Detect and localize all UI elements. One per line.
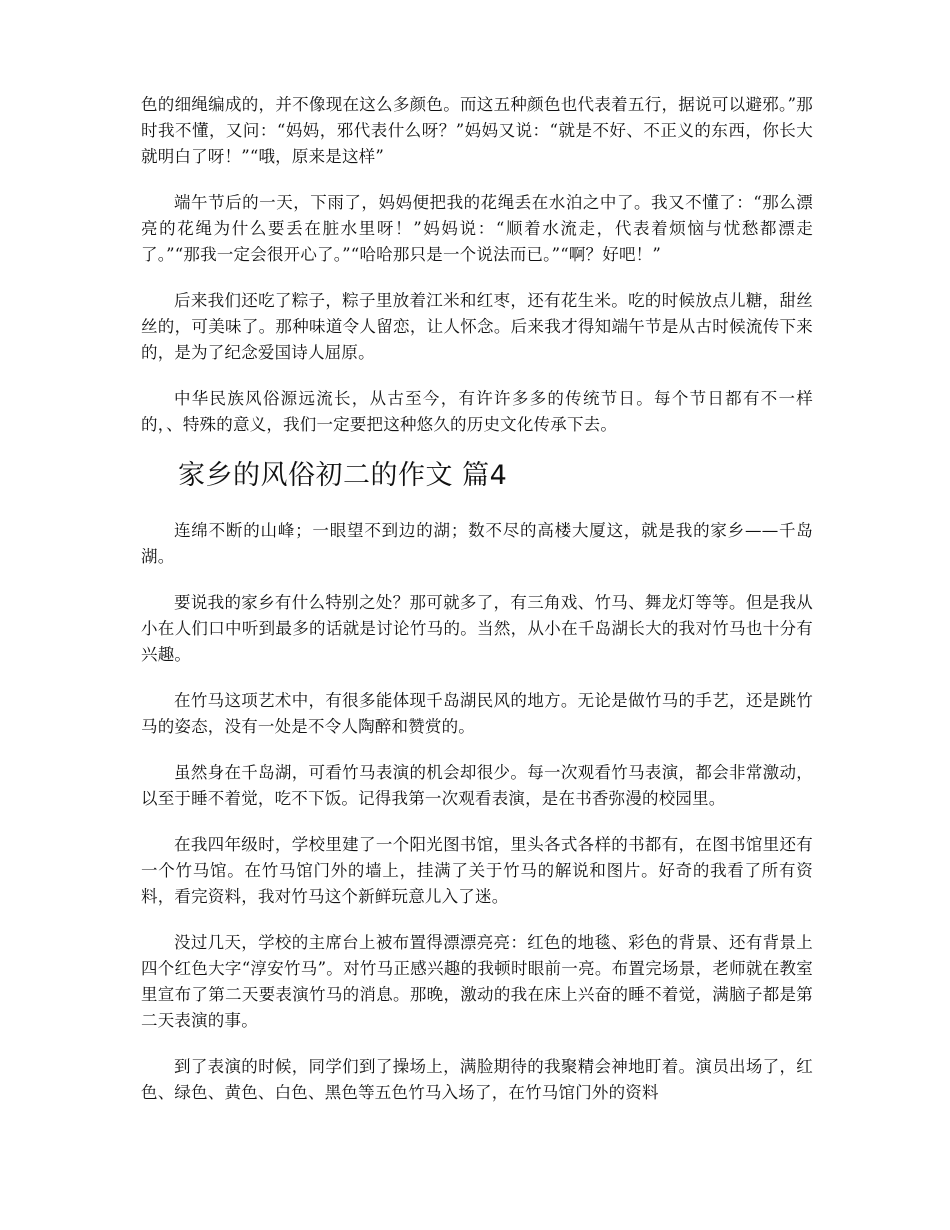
paragraph: 后来我们还吃了粽子，粽子里放着江米和红枣，还有花生米。吃的时候放点儿糖，甜丝丝的，可美味了。那种味道令人留恋，让人怀念。后来我才得知端午节是从古时候流传下来的，是为了纪念爱国诗人屈原。: [141, 291, 813, 362]
section-heading: 家乡的风俗初二的作文 篇4: [178, 460, 508, 491]
paragraph: 连绵不断的山峰；一眼望不到边的湖；数不尽的高楼大厦这，就是我的家乡——千岛湖。: [141, 521, 813, 566]
paragraph: 中华民族风俗源远流长，从古至今，有许许多多的传统节日。每个节日都有不一样的，、特殊的意义，我们一定要把这种悠久的历史文化传承下去。: [141, 389, 813, 434]
paragraph: 到了表演的时候，同学们到了操场上，满脸期待的我聚精会神地盯着。演员出场了，红色、绿色、黄色、白色、黑色等五色竹马入场了，在竹马馆门外的资料: [141, 1057, 813, 1102]
document-page: [141, 92, 813, 1106]
paragraph: 在我四年级时，学校里建了一个阳光图书馆，里头各式各样的书都有，在图书馆里还有一个竹马馆。在竹马馆门外的墙上，挂满了关于竹马的解说和图片。好奇的我看了所有资料，看完资料，我对竹马这个新鲜玩意儿入了迷。: [141, 835, 813, 906]
paragraph: 色的细绳编成的，并不像现在这么多颜色。而这五种颜色也代表着五行，据说可以避邪。”那时我不懂，又问：“妈妈，邪代表什么呀？”妈妈又说：“就是不好、不正义的东西，你长大就明白了呀！”“哦，原来是这样”: [141, 95, 813, 166]
paragraph: 在竹马这项艺术中，有很多能体现千岛湖民风的地方。无论是做竹马的手艺，还是跳竹马的姿态，没有一处是不令人陶醉和赞赏的。: [141, 691, 813, 736]
paragraph: 端午节后的一天，下雨了，妈妈便把我的花绳丢在水泊之中了。我又不懂了：“那么漂亮的花绳为什么要丢在脏水里呀！”妈妈说：“顺着水流走，代表着烦恼与忧愁都漂走了。”“那我一定会很开心了。”“哈哈那只是一个说法而已。”“啊？好吧！”: [141, 193, 813, 264]
paragraph: 要说我的家乡有什么特别之处？那可就多了，有三角戏、竹马、舞龙灯等等。但是我从小在人们口中听到最多的话就是讨论竹马的。当然，从小在千岛湖长大的我对竹马也十分有兴趣。: [141, 593, 813, 664]
paragraph: 虽然身在千岛湖，可看竹马表演的机会却很少。每一次观看竹马表演，都会非常激动，以至于睡不着觉，吃不下饭。记得我第一次观看表演，是在书香弥漫的校园里。: [141, 763, 813, 808]
paragraph: 没过几天，学校的主席台上被布置得漂漂亮亮：红色的地毯、彩色的背景、还有背景上四个红色大字“淳安竹马”。对竹马正感兴趣的我顿时眼前一亮。布置完场景，老师就在教室里宣布了第二天要表演竹马的消息。那晚，激动的我在床上兴奋的睡不着觉，满脑子都是第二天表演的事。: [141, 933, 813, 1030]
